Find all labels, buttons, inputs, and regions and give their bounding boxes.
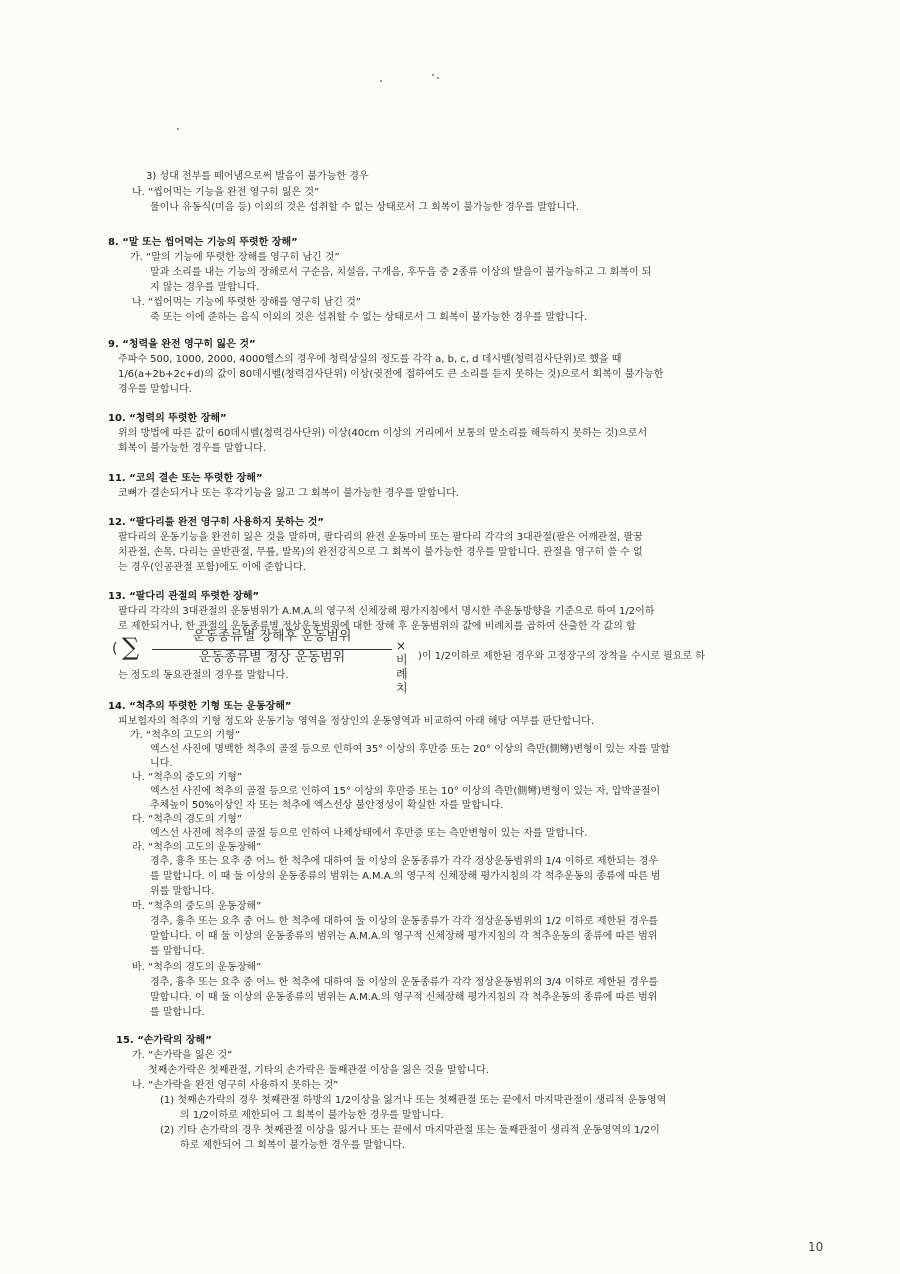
text-line: 경추, 흉추 또는 요추 중 어느 한 척추에 대하여 둘 이상의 운동종류가 각각 정상운동범위의 1/4 이하로 제한되는 경우 [150,856,659,867]
text-line: 가. “척추의 고도의 기형” [130,730,241,741]
text-line: 팔다리의 운동기능을 완전히 잃은 것을 말하며, 팔다리의 완전 운동마비 또는 팔다리 각각의 3대관절(팔은 어깨관절, 팔꿈 [118,532,643,543]
text-line: 엑스선 사진에 명백한 척추의 골절 등으로 인하여 35° 이상의 후만증 또는 20° 이상의 측만(側彎)변형이 있는 자를 말합 [150,744,670,755]
text-line: 팔다리 각각의 3대관절의 운동범위가 A.M.A.의 영구적 신체장해 평가지침에서 명시한 주운동방향을 기준으로 하여 1/2이하 [118,606,655,617]
text-line: 마. “척추의 중도의 운동장해” [132,901,262,912]
text-line: 엑스선 사진에 척추의 골절 등으로 인하여 나체상태에서 후만증 또는 측만변형이 있는 자를 말합니다. [150,828,588,839]
section-heading: 12. “팔다리를 완전 영구히 사용하지 못하는 것” [108,517,324,528]
section-heading: 11. “코의 결손 또는 뚜렷한 장해” [108,473,263,484]
text-line: 나. “척추의 중도의 기형” [132,772,243,783]
text-line: 의 1/2이하로 제한되어 그 회복이 불가능한 경우를 말합니다. [180,1110,444,1121]
text-line: 다. “척추의 경도의 기형” [132,814,243,825]
text-line: 피보험자의 척추의 기형 정도와 운동기능 영역을 정상인의 운동영역과 비교하여 아래 해당 여부를 판단합니다. [118,716,595,727]
text-line: 나. “씹어먹는 기능을 완전 영구히 잃은 것” [132,187,320,198]
text-line: 말합니다. 이 때 둘 이상의 운동종류의 범위는 A.M.A.의 영구적 신체장해 평가지침의 각 척추운동의 종류에 따른 범위 [150,931,658,942]
text-line: 경추, 흉추 또는 요추 중 어느 한 척추에 대하여 둘 이상의 운동종류가 각각 정상운동범위의 3/4 이하로 제한된 경우를 [150,977,659,988]
text-line: 나. “손가락을 완전 영구히 사용하지 못하는 것” [132,1080,339,1091]
section-heading: 8. “말 또는 씹어먹는 기능의 뚜렷한 장해” [108,237,298,248]
text-line: 가. “말의 기능에 뚜렷한 장해를 영구히 남긴 것” [130,252,340,263]
text-line: 죽 또는 이에 준하는 음식 이외의 것은 섭취할 수 없는 상태로서 그 회복이 불가능한 경우를 말합니다. [150,312,588,323]
text-line: 추체높이 50%이상인 자 또는 척추에 엑스선상 불안정성이 확실한 자를 말합니다. [150,800,504,811]
section-heading: 9. “청력을 완전 영구히 잃은 것” [108,339,256,350]
text-line: 라. “척추의 고도의 운동장해” [132,842,262,853]
sigma-symbol: ∑ [122,633,140,661]
formula-numerator: 운동종류별 장해후 운동범위 [192,629,352,644]
formula-multiplier: ×비례치 [396,639,408,695]
scan-speck [177,128,179,130]
text-line: 엑스선 사진에 척추의 골절 등으로 인하여 15° 이상의 후만증 또는 10° 이상의 측만(側彎)변형이 있는 자, 압박골절이 [150,786,661,797]
text-line: 코뼈가 결손되거나 또는 후각기능을 잃고 그 회복이 불가능한 경우를 말합니다. [118,488,459,499]
text-line: 를 말합니다. 이 때 둘 이상의 운동종류의 범위는 A.M.A.의 영구적 신체장해 평가지침의 각 척추운동의 종류에 따른 범 [150,871,661,882]
text-line: 는 경우(인공관절 포함)에도 이에 준합니다. [118,562,306,573]
text-line: 회복이 불가능한 경우를 말합니다. [118,443,266,454]
text-line: 주파수 500, 1000, 2000, 4000헬스의 경우에 청력상실의 정도를 각각 a, b, c, d 데시벨(청력검사단위)로 했을 때 [118,354,622,365]
formula-denominator: 운동종류별 정상 운동범위 [198,650,346,665]
text-line: 바. “척추의 경도의 운동장해” [132,962,262,973]
text-line: 니다. [150,758,173,769]
text-line: 로 제한되거나, 한 관절의 운동종류별 정상운동범위에 대한 장해 후 운동범위의 값에 비례치를 곱하여 산출한 각 값의 합 [118,621,636,632]
text-line: 를 말합니다. [150,1007,205,1018]
text-line: 위의 방법에 따른 값이 60데시벨(청력검사단위) 이상(40cm 이상의 거리에서 보통의 말소리를 해득하지 못하는 것)으로서 [118,428,648,439]
scan-speck [437,77,439,79]
text-line: 가. “손가락을 잃은 것” [132,1050,233,1061]
text-line: 3) 성대 전부를 떼어냄으로써 발음이 불가능한 경우 [146,171,369,182]
text-line: 경우를 말합니다. [118,384,192,395]
text-line: 하로 제한되어 그 회복이 불가능한 경우를 말합니다. [180,1140,406,1151]
text-line: 를 말합니다. [150,946,205,957]
section-heading: 15. “손가락의 장해” [116,1035,212,1046]
text-line: 는 정도의 동요관절의 경우를 말합니다. [118,670,289,681]
text-line: 치관절, 손목, 다리는 골반관절, 무릎, 발목)의 완전강직으로 그 회복이 불가능한 경우를 말합니다. 관절을 영구히 쓸 수 없 [118,547,643,558]
text-line: )이 1/2이하로 제한된 경우와 고정장구의 장착을 수시로 필요로 하 [418,651,705,662]
text-line: 물이나 유동식(미음 등) 이외의 것은 섭취할 수 없는 상태로서 그 회복이 불가능한 경우를 말합니다. [150,202,580,213]
text-line: 경추, 흉추 또는 요추 중 어느 한 척추에 대하여 둘 이상의 운동종류가 각각 정상운동범위의 1/2 이하로 제한된 경우를 [150,916,659,927]
text-line: 말합니다. 이 때 둘 이상의 운동종류의 범위는 A.M.A.의 영구적 신체장해 평가지침의 각 척추운동의 종류에 따른 범위 [150,992,658,1003]
formula-open-paren: ( [112,641,118,657]
text-line: (1) 첫째손가락의 경우 첫째관절 하방의 1/2이상을 잃거나 또는 첫째관절 또는 끝에서 마지막관절이 생리적 운동영역 [160,1095,667,1106]
text-line: 1/6(a+2b+2c+d)의 값이 80데시벨(청력검사단위) 이상(귓전에 접하여도 큰 소리를 듣지 못하는 것)으로서 회복이 불가능한 [118,369,664,380]
text-line: 위를 말합니다. [150,886,215,897]
text-line: 말과 소리를 내는 기능의 장해로서 구순음, 치설음, 구개음, 후두음 중 2종류 이상의 발음이 불가능하고 그 회복이 되 [150,267,652,278]
text-line: 지 않는 경우를 말합니다. [150,282,260,293]
section-heading: 10. “청력의 뚜렷한 장해” [108,413,227,424]
scan-speck [432,74,434,76]
page-number: 10 [808,1240,824,1254]
section-heading: 13. “팔다리 관절의 뚜렷한 장해” [108,591,260,602]
text-line: (2) 기타 손가락의 경우 첫째관절 이상을 잃거나 또는 끝에서 마지막관절 또는 둘째관절이 생리적 운동영역의 1/2이 [160,1125,660,1136]
text-line: 첫째손가락은 첫째관절, 기타의 손가락은 둘째관절 이상을 잃은 것을 말합니다. [148,1065,489,1076]
text-line: 나. “씹어먹는 기능에 뚜렷한 장해를 영구히 남긴 것” [132,297,361,308]
scan-speck [380,80,382,82]
section-heading: 14. “척추의 뚜렷한 기형 또는 운동장해” [108,701,292,712]
